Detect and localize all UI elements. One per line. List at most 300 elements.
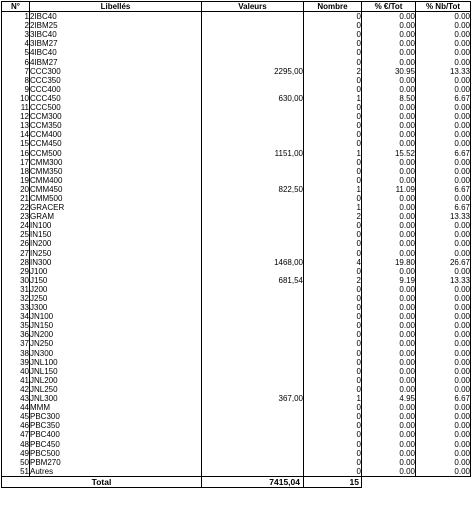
- row-valeur: [202, 367, 304, 376]
- row-number: 8: [2, 76, 30, 85]
- row-valeur: [202, 130, 304, 139]
- row-valeur: [202, 221, 304, 230]
- row-valeur: [202, 30, 304, 39]
- table-row: [2, 403, 471, 412]
- table-row: [2, 467, 471, 477]
- row-pct-euro: 4.95: [362, 394, 416, 403]
- row-pct-euro: 0.00: [362, 467, 416, 477]
- header-pct-euro: % €/Tot: [362, 2, 416, 12]
- table-row: [2, 303, 471, 312]
- table-row: [2, 176, 471, 185]
- row-pct-nb: 0.00: [416, 367, 471, 376]
- row-pct-euro: 0.00: [362, 385, 416, 394]
- row-pct-nb: 0.00: [416, 294, 471, 303]
- row-nombre: 2: [304, 276, 362, 285]
- table-row: [2, 48, 471, 57]
- row-nombre: 0: [304, 167, 362, 176]
- table-body: [2, 12, 471, 477]
- row-valeur: [202, 358, 304, 367]
- row-pct-nb: 0.00: [416, 112, 471, 121]
- row-pct-nb: 0.00: [416, 339, 471, 348]
- row-valeur: [202, 385, 304, 394]
- row-nombre: 0: [304, 321, 362, 330]
- row-valeur: [202, 458, 304, 467]
- row-pct-nb: 0.00: [416, 139, 471, 148]
- row-number: 18: [2, 167, 30, 176]
- row-number: 40: [2, 367, 30, 376]
- row-nombre: 0: [304, 330, 362, 339]
- row-libelle: CMM300: [30, 158, 202, 167]
- row-nombre: 0: [304, 367, 362, 376]
- row-valeur: [202, 267, 304, 276]
- row-nombre: 0: [304, 430, 362, 439]
- table-row: [2, 267, 471, 276]
- row-pct-nb: 0.00: [416, 158, 471, 167]
- row-libelle: PBC400: [30, 430, 202, 439]
- row-number: 24: [2, 221, 30, 230]
- row-libelle: J200: [30, 285, 202, 294]
- row-number: 14: [2, 130, 30, 139]
- row-pct-nb: 0.00: [416, 76, 471, 85]
- row-pct-nb: 0.00: [416, 267, 471, 276]
- row-pct-nb: 0.00: [416, 58, 471, 67]
- table-row: [2, 421, 471, 430]
- row-nombre: 0: [304, 267, 362, 276]
- row-number: 41: [2, 376, 30, 385]
- row-libelle: 2IBC40: [30, 12, 202, 22]
- row-pct-nb: 0.00: [416, 30, 471, 39]
- row-nombre: 0: [304, 221, 362, 230]
- row-libelle: JN150: [30, 321, 202, 330]
- table-row: [2, 194, 471, 203]
- row-nombre: 0: [304, 130, 362, 139]
- row-number: 6: [2, 58, 30, 67]
- row-pct-euro: 8.50: [362, 94, 416, 103]
- row-libelle: JNL300: [30, 394, 202, 403]
- row-libelle: CMM450: [30, 185, 202, 194]
- row-pct-euro: 0.00: [362, 312, 416, 321]
- row-valeur: [202, 403, 304, 412]
- row-valeur: [202, 303, 304, 312]
- row-pct-euro: 0.00: [362, 458, 416, 467]
- table-row: [2, 21, 471, 30]
- table-row: [2, 294, 471, 303]
- row-nombre: 0: [304, 449, 362, 458]
- row-libelle: CMM400: [30, 176, 202, 185]
- row-number: 34: [2, 312, 30, 321]
- row-libelle: JNL250: [30, 385, 202, 394]
- row-pct-nb: 6.67: [416, 394, 471, 403]
- row-libelle: GRAM: [30, 212, 202, 221]
- row-nombre: 1: [304, 149, 362, 158]
- row-libelle: CMM500: [30, 194, 202, 203]
- row-pct-nb: 0.00: [416, 385, 471, 394]
- row-pct-nb: 0.00: [416, 239, 471, 248]
- row-pct-nb: 0.00: [416, 403, 471, 412]
- table-row: [2, 39, 471, 48]
- row-pct-euro: 0.00: [362, 167, 416, 176]
- header-nombre: Nombre: [304, 2, 362, 12]
- header-num: N°: [2, 2, 30, 12]
- row-pct-nb: 0.00: [416, 249, 471, 258]
- row-libelle: PBM270: [30, 458, 202, 467]
- row-libelle: CCC300: [30, 67, 202, 76]
- row-pct-euro: 0.00: [362, 321, 416, 330]
- table-row: [2, 112, 471, 121]
- row-pct-euro: 0.00: [362, 48, 416, 57]
- row-number: 50: [2, 458, 30, 467]
- row-valeur: [202, 449, 304, 458]
- row-libelle: CCM400: [30, 130, 202, 139]
- row-number: 13: [2, 121, 30, 130]
- row-nombre: 0: [304, 285, 362, 294]
- row-pct-nb: 26.67: [416, 258, 471, 267]
- table-row: [2, 239, 471, 248]
- row-number: 15: [2, 139, 30, 148]
- row-libelle: J250: [30, 294, 202, 303]
- row-pct-nb: 0.00: [416, 39, 471, 48]
- row-valeur: [202, 212, 304, 221]
- row-libelle: JN200: [30, 330, 202, 339]
- table-row: [2, 203, 471, 212]
- row-valeur: [202, 39, 304, 48]
- table-row: [2, 249, 471, 258]
- table-row: [2, 158, 471, 167]
- row-pct-euro: 0.00: [362, 112, 416, 121]
- row-libelle: JNL100: [30, 358, 202, 367]
- row-valeur: [202, 112, 304, 121]
- row-pct-euro: 11.09: [362, 185, 416, 194]
- row-number: 7: [2, 67, 30, 76]
- row-valeur: [202, 103, 304, 112]
- row-valeur: [202, 421, 304, 430]
- table-row: [2, 430, 471, 439]
- row-number: 35: [2, 321, 30, 330]
- row-nombre: 0: [304, 230, 362, 239]
- row-nombre: 0: [304, 349, 362, 358]
- row-valeur: [202, 294, 304, 303]
- row-number: 49: [2, 449, 30, 458]
- row-number: 33: [2, 303, 30, 312]
- row-valeur: [202, 321, 304, 330]
- total-nombre: 15: [304, 476, 362, 487]
- table-row: [2, 349, 471, 358]
- row-number: 1: [2, 12, 30, 22]
- table-row: [2, 276, 471, 285]
- table-row: [2, 358, 471, 367]
- row-pct-nb: 0.00: [416, 121, 471, 130]
- row-pct-euro: 0.00: [362, 440, 416, 449]
- row-number: 43: [2, 394, 30, 403]
- table-row: [2, 258, 471, 267]
- table-row: [2, 321, 471, 330]
- row-libelle: JNL150: [30, 367, 202, 376]
- row-number: 36: [2, 330, 30, 339]
- row-pct-nb: 6.67: [416, 94, 471, 103]
- row-pct-nb: 13.33: [416, 67, 471, 76]
- row-nombre: 0: [304, 303, 362, 312]
- row-pct-nb: 0.00: [416, 376, 471, 385]
- row-pct-nb: 0.00: [416, 412, 471, 421]
- row-libelle: PBC350: [30, 421, 202, 430]
- row-valeur: [202, 139, 304, 148]
- row-number: 38: [2, 349, 30, 358]
- row-number: 47: [2, 430, 30, 439]
- table-row: [2, 149, 471, 158]
- row-pct-euro: 0.00: [362, 221, 416, 230]
- row-valeur: 630,00: [202, 94, 304, 103]
- row-nombre: 0: [304, 249, 362, 258]
- row-nombre: 2: [304, 67, 362, 76]
- row-libelle: JNL200: [30, 376, 202, 385]
- row-pct-nb: 0.00: [416, 12, 471, 22]
- table-row: [2, 30, 471, 39]
- row-nombre: 0: [304, 412, 362, 421]
- row-libelle: IN200: [30, 239, 202, 248]
- row-libelle: PBC500: [30, 449, 202, 458]
- row-pct-nb: 0.00: [416, 358, 471, 367]
- row-nombre: 0: [304, 358, 362, 367]
- table-row: [2, 412, 471, 421]
- row-pct-euro: 0.00: [362, 158, 416, 167]
- row-valeur: [202, 76, 304, 85]
- row-number: 51: [2, 467, 30, 477]
- row-number: 26: [2, 239, 30, 248]
- row-libelle: JN250: [30, 339, 202, 348]
- row-number: 4: [2, 39, 30, 48]
- row-pct-euro: 0.00: [362, 39, 416, 48]
- row-nombre: 0: [304, 103, 362, 112]
- row-valeur: [202, 339, 304, 348]
- row-nombre: 0: [304, 76, 362, 85]
- row-nombre: 0: [304, 48, 362, 57]
- row-nombre: 0: [304, 139, 362, 148]
- row-pct-euro: 0.00: [362, 58, 416, 67]
- table-row: [2, 67, 471, 76]
- row-nombre: 1: [304, 185, 362, 194]
- row-valeur: [202, 430, 304, 439]
- row-pct-nb: 0.00: [416, 421, 471, 430]
- row-libelle: CCM300: [30, 112, 202, 121]
- table-row: [2, 212, 471, 221]
- row-pct-euro: 0.00: [362, 330, 416, 339]
- row-pct-nb: 0.00: [416, 312, 471, 321]
- row-nombre: 0: [304, 467, 362, 477]
- row-pct-nb: 0.00: [416, 230, 471, 239]
- row-libelle: 4IBC40: [30, 48, 202, 57]
- row-libelle: MMM: [30, 403, 202, 412]
- row-libelle: IN250: [30, 249, 202, 258]
- row-pct-euro: 0.00: [362, 21, 416, 30]
- row-valeur: [202, 440, 304, 449]
- row-number: 10: [2, 94, 30, 103]
- row-libelle: PBC450: [30, 440, 202, 449]
- row-pct-euro: 0.00: [362, 30, 416, 39]
- row-nombre: 0: [304, 403, 362, 412]
- statistics-table: [1, 1, 471, 488]
- table-row: [2, 339, 471, 348]
- total-blank: [362, 476, 471, 487]
- row-libelle: JN100: [30, 312, 202, 321]
- row-pct-nb: 0.00: [416, 430, 471, 439]
- row-pct-euro: 0.00: [362, 349, 416, 358]
- row-valeur: 822,50: [202, 185, 304, 194]
- row-libelle: 4IBM27: [30, 58, 202, 67]
- table-row: [2, 103, 471, 112]
- table-row: [2, 312, 471, 321]
- row-pct-euro: 0.00: [362, 303, 416, 312]
- row-valeur: 2295,00: [202, 67, 304, 76]
- statistics-report: [1, 1, 470, 488]
- row-nombre: 0: [304, 30, 362, 39]
- table-row: [2, 12, 471, 22]
- row-pct-nb: 0.00: [416, 167, 471, 176]
- row-pct-nb: 13.33: [416, 212, 471, 221]
- row-pct-euro: 0.00: [362, 376, 416, 385]
- row-number: 31: [2, 285, 30, 294]
- row-valeur: [202, 467, 304, 477]
- row-pct-nb: 0.00: [416, 103, 471, 112]
- row-valeur: [202, 158, 304, 167]
- row-number: 44: [2, 403, 30, 412]
- table-row: [2, 394, 471, 403]
- row-pct-nb: 0.00: [416, 321, 471, 330]
- header-valeurs: Valeurs: [202, 2, 304, 12]
- row-nombre: 0: [304, 312, 362, 321]
- row-number: 30: [2, 276, 30, 285]
- row-number: 19: [2, 176, 30, 185]
- row-valeur: [202, 176, 304, 185]
- row-nombre: 1: [304, 394, 362, 403]
- row-nombre: 0: [304, 294, 362, 303]
- table-row: [2, 376, 471, 385]
- row-valeur: [202, 12, 304, 22]
- row-number: 46: [2, 421, 30, 430]
- row-pct-nb: 0.00: [416, 285, 471, 294]
- row-libelle: CMM350: [30, 167, 202, 176]
- row-pct-euro: 0.00: [362, 239, 416, 248]
- header-libelles: Libellés: [30, 2, 202, 12]
- total-row: [2, 476, 471, 487]
- row-pct-euro: 0.00: [362, 12, 416, 22]
- row-pct-euro: 0.00: [362, 294, 416, 303]
- row-pct-euro: 0.00: [362, 421, 416, 430]
- row-number: 39: [2, 358, 30, 367]
- row-libelle: J100: [30, 267, 202, 276]
- table-row: [2, 230, 471, 239]
- row-valeur: [202, 58, 304, 67]
- row-valeur: [202, 121, 304, 130]
- row-libelle: CCC350: [30, 76, 202, 85]
- row-nombre: 0: [304, 176, 362, 185]
- row-nombre: 0: [304, 58, 362, 67]
- row-pct-euro: 0.00: [362, 130, 416, 139]
- row-valeur: 1151,00: [202, 149, 304, 158]
- row-pct-euro: 0.00: [362, 194, 416, 203]
- row-pct-euro: 0.00: [362, 121, 416, 130]
- row-pct-euro: 0.00: [362, 249, 416, 258]
- row-nombre: 0: [304, 12, 362, 22]
- row-pct-euro: 0.00: [362, 430, 416, 439]
- row-pct-euro: 0.00: [362, 76, 416, 85]
- row-pct-nb: 0.00: [416, 21, 471, 30]
- row-number: 48: [2, 440, 30, 449]
- row-valeur: 1468,00: [202, 258, 304, 267]
- row-pct-euro: 0.00: [362, 412, 416, 421]
- row-pct-euro: 0.00: [362, 367, 416, 376]
- row-nombre: 0: [304, 112, 362, 121]
- row-pct-euro: 0.00: [362, 203, 416, 212]
- row-number: 45: [2, 412, 30, 421]
- row-nombre: 0: [304, 385, 362, 394]
- row-valeur: [202, 230, 304, 239]
- row-valeur: [202, 167, 304, 176]
- row-pct-nb: 0.00: [416, 458, 471, 467]
- table-row: [2, 367, 471, 376]
- row-valeur: [202, 330, 304, 339]
- row-libelle: JN300: [30, 349, 202, 358]
- row-nombre: 0: [304, 121, 362, 130]
- row-libelle: 3IBC40: [30, 30, 202, 39]
- row-valeur: [202, 21, 304, 30]
- row-pct-nb: 6.67: [416, 185, 471, 194]
- row-pct-nb: 0.00: [416, 330, 471, 339]
- row-nombre: 1: [304, 203, 362, 212]
- row-libelle: J300: [30, 303, 202, 312]
- row-valeur: 681,54: [202, 276, 304, 285]
- header-pct-nb: % Nb/Tot: [416, 2, 471, 12]
- table-row: [2, 58, 471, 67]
- row-number: 17: [2, 158, 30, 167]
- row-pct-nb: 0.00: [416, 221, 471, 230]
- row-nombre: 1: [304, 94, 362, 103]
- row-number: 12: [2, 112, 30, 121]
- row-number: 16: [2, 149, 30, 158]
- row-nombre: 0: [304, 440, 362, 449]
- table-row: [2, 385, 471, 394]
- table-row: [2, 185, 471, 194]
- row-libelle: CCM350: [30, 121, 202, 130]
- row-libelle: PBC300: [30, 412, 202, 421]
- row-pct-euro: 0.00: [362, 449, 416, 458]
- row-pct-nb: 6.67: [416, 149, 471, 158]
- total-valeurs: 7415,04: [202, 476, 304, 487]
- row-libelle: 2IBM25: [30, 21, 202, 30]
- row-nombre: 0: [304, 21, 362, 30]
- total-label: Total: [2, 476, 202, 487]
- row-valeur: [202, 376, 304, 385]
- row-number: 21: [2, 194, 30, 203]
- row-pct-nb: 0.00: [416, 349, 471, 358]
- header-row: [2, 2, 471, 12]
- row-libelle: CCC400: [30, 85, 202, 94]
- row-valeur: [202, 194, 304, 203]
- row-number: 28: [2, 258, 30, 267]
- row-pct-nb: 0.00: [416, 303, 471, 312]
- row-libelle: IN100: [30, 221, 202, 230]
- row-valeur: [202, 285, 304, 294]
- row-libelle: J150: [30, 276, 202, 285]
- row-pct-euro: 30.95: [362, 67, 416, 76]
- table-row: [2, 440, 471, 449]
- row-valeur: [202, 312, 304, 321]
- row-number: 11: [2, 103, 30, 112]
- row-pct-nb: 0.00: [416, 48, 471, 57]
- row-number: 37: [2, 339, 30, 348]
- row-number: 5: [2, 48, 30, 57]
- row-nombre: 0: [304, 194, 362, 203]
- row-valeur: [202, 203, 304, 212]
